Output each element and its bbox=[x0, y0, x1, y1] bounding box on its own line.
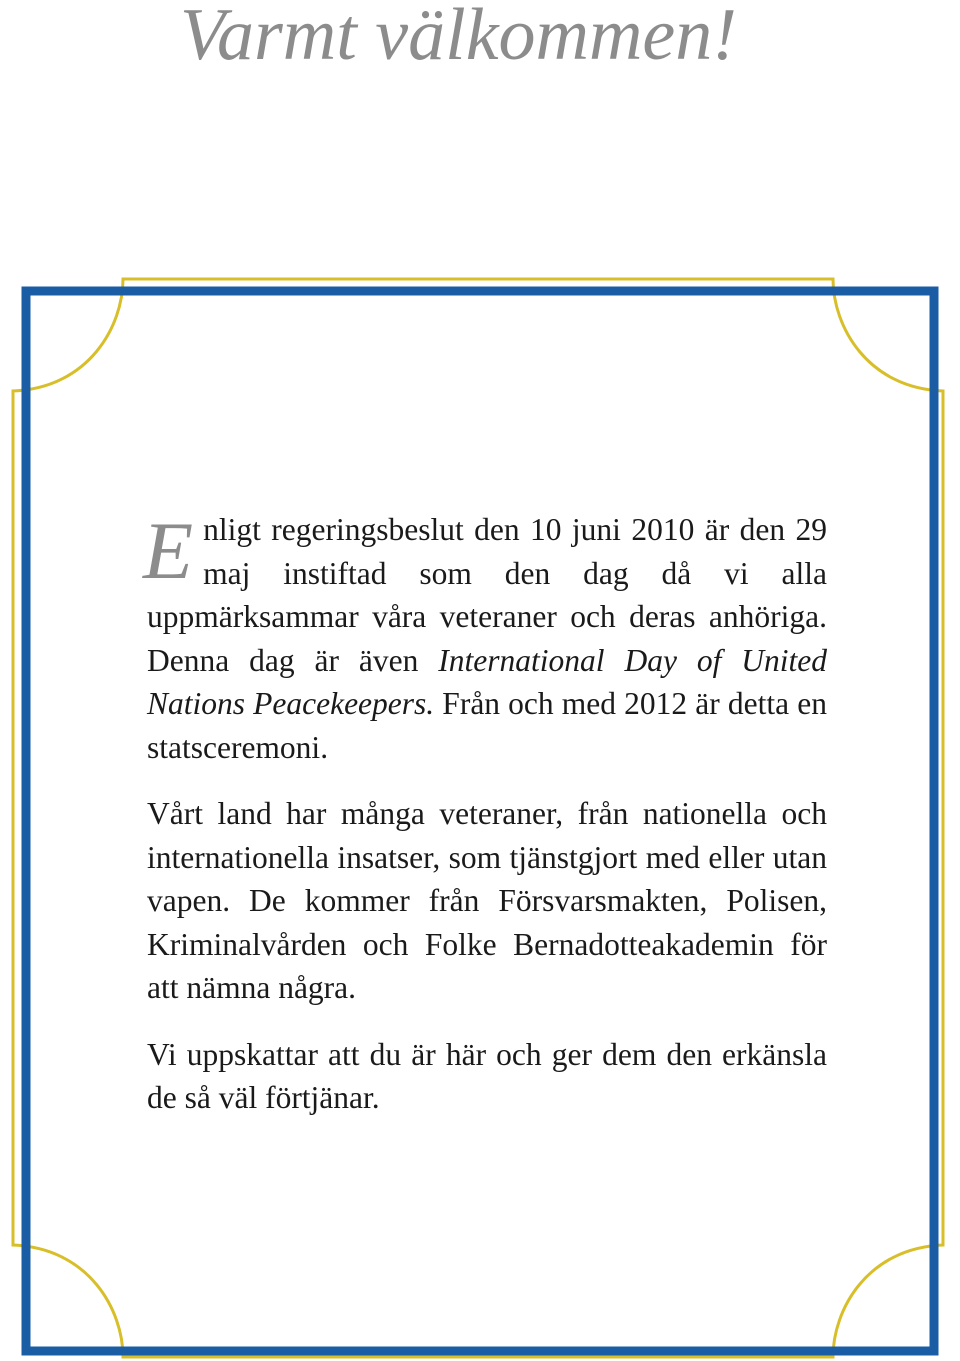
intro-paragraph bbox=[143, 505, 828, 769]
intro-text-end: Från och med 2012 är detta en statsceremoni. bbox=[147, 686, 828, 765]
page-title: Varmt välkommen! bbox=[180, 0, 737, 76]
welcome-text bbox=[143, 505, 828, 1120]
veterans-paragraph: Vårt land har många veteraner, från nationella och internationella insatser, som tjänstgjort med eller utan vapen. De kommer från Försvarsmakten, Polisen, Kriminalvården och Folke Bernadotteakademin för att nämna några. bbox=[147, 796, 827, 1005]
appreciation-paragraph: Vi uppskattar att du är här och ger dem den erkänsla de så väl förtjänar. bbox=[147, 1036, 827, 1115]
drop-cap: E bbox=[143, 505, 194, 596]
intro-text: nligt regeringsbeslut den 10 juni 2010 är den 29 maj instiftad som den dag då vi alla uppmärksammar våra veteraner och deras anhöriga. Denna dag är även bbox=[147, 512, 827, 678]
intro-italic-text: International Day of United Nations Peacekeepers. bbox=[147, 642, 827, 721]
